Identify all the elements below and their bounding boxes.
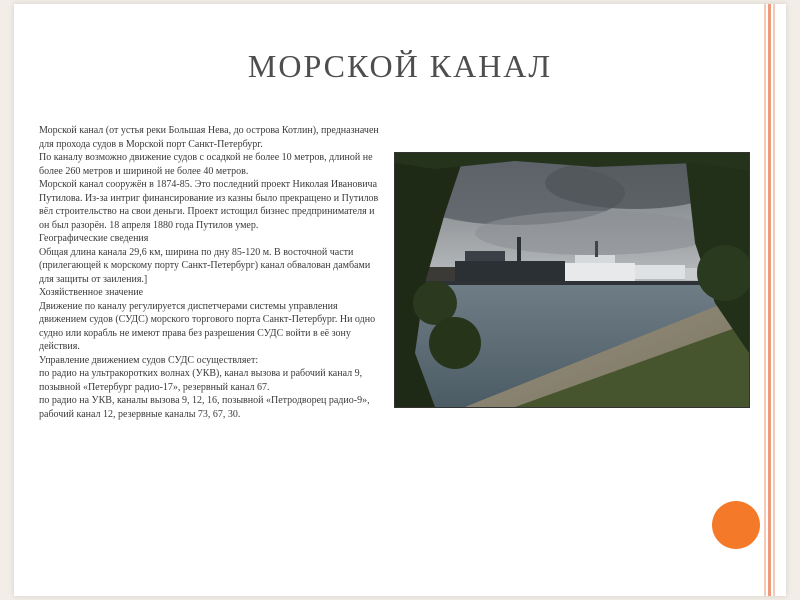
paragraph-history: Морской канал сооружён в 1874-85. Это последний проект Николая Ивановича Путилова. Из-за интриг финансирование из казны было прекращено и Путилов вёл строительство на свои деньги. Проект истощил бизнес предпринимателя и он был разорён. 18 апреля 1880 года Путилов умер.: [39, 179, 379, 231]
paragraph-vts: Движение по каналу регулируется диспетчерами системы управления движением судов (СУДС) морского торгового порта Санкт-Петербург. Ни одно судно или корабль не имеют права без разрешения СУДС войти в её зону действия.: [39, 300, 376, 352]
paragraph-geography: Общая длина канала 29,6 км, ширина по дну 85-120 м. В восточной части (прилегающей к морскому порту Санкт-Петербург) канал обвалован дамбами для защиты от заиления.]: [39, 246, 371, 285]
canal-photo: [394, 152, 750, 408]
slide-body-text: [39, 124, 379, 421]
paragraph-vts-intro: Управление движением судов СУДС осуществляет:: [39, 354, 259, 366]
paragraph-radio-2: по радио на УКВ, каналы вызова 9, 12, 16, позывной «Петродворец радио-9», рабочий канал 12, резервные каналы 73, 67, 30.: [39, 395, 370, 420]
paragraph-radio-1: по радио на ультракоротких волнах (УКВ), канал вызова и рабочий канал 9, позывной «Петербург радио-17», резервный канал 67.: [39, 368, 363, 393]
decorative-stripes: [764, 4, 778, 596]
heading-economy: Хозяйственное значение: [39, 287, 144, 298]
paragraph-intro: Морской канал (от устья реки Большая Нева, до острова Котлин), предназначен для прохода судов в Морской порт Санкт-Петербург.: [39, 125, 379, 150]
slide-title: МОРСКОЙ КАНАЛ: [247, 48, 553, 84]
heading-geography: Географические сведения: [39, 233, 149, 244]
paragraph-limits: По каналу возможно движение судов с осадкой не более 10 метров, длиной не более 260 метров и шириной не более 40 метров.: [39, 152, 373, 177]
slide: [14, 4, 786, 596]
accent-circle: [712, 501, 760, 549]
